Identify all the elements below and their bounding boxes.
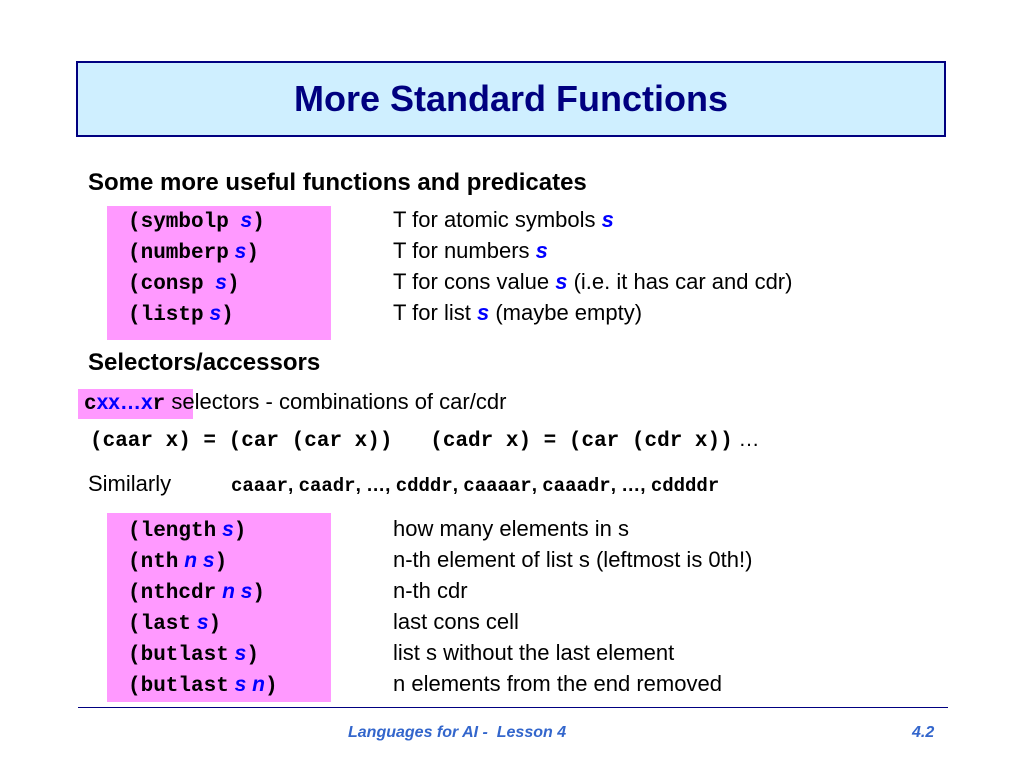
fn-butlast: (butlast s) bbox=[128, 642, 259, 667]
slide-title-box bbox=[76, 61, 946, 137]
footer-page-number: 4.2 bbox=[912, 724, 935, 741]
fn-nthcdr: (nthcdr n s) bbox=[128, 580, 266, 605]
predicate-consp: (consp s) bbox=[128, 271, 240, 296]
predicate-symbolp: (symbolp s) bbox=[128, 209, 265, 234]
predicate-listp: (listp s) bbox=[128, 302, 234, 327]
section2-heading: Selectors/accessors bbox=[88, 349, 321, 376]
similarly-list: caaar, caadr, …, cdddr, caaaar, caaadr, …, cddddr bbox=[231, 475, 720, 497]
footer-course: Languages for AI - Lesson 4 bbox=[348, 724, 567, 741]
desc-nthcdr: n-th cdr bbox=[393, 578, 468, 603]
section1-heading: Some more useful functions and predicates bbox=[88, 169, 587, 196]
desc-symbolp: T for atomic symbols s bbox=[393, 207, 614, 232]
desc-last: last cons cell bbox=[393, 609, 519, 634]
slide-title: More Standard Functions bbox=[293, 78, 729, 119]
desc-butlast: list s without the last element bbox=[393, 640, 675, 665]
predicate-numberp: (numberp s) bbox=[128, 240, 259, 265]
cxr-line: cxx…xr selectors - combinations of car/cdr bbox=[84, 389, 507, 416]
footer-divider bbox=[78, 707, 948, 708]
fn-length: (length s) bbox=[128, 518, 247, 543]
fn-butlast-n: (butlast s n) bbox=[128, 673, 278, 698]
desc-nth: n-th element of list s (leftmost is 0th!) bbox=[393, 547, 753, 572]
cxr-example: (caar x) = (car (car x)) (cadr x) = (car (cdr x)) … bbox=[90, 428, 760, 453]
desc-consp: T for cons value s (i.e. it has car and cdr) bbox=[393, 269, 793, 294]
desc-numberp: T for numbers s bbox=[393, 238, 548, 263]
fn-nth: (nth n s) bbox=[128, 549, 228, 574]
desc-listp: T for list s (maybe empty) bbox=[393, 300, 643, 325]
similarly-label: Similarly bbox=[88, 471, 172, 496]
desc-butlast-n: n elements from the end removed bbox=[393, 671, 722, 696]
fn-last: (last s) bbox=[128, 611, 222, 636]
desc-length: how many elements in s bbox=[393, 516, 629, 541]
